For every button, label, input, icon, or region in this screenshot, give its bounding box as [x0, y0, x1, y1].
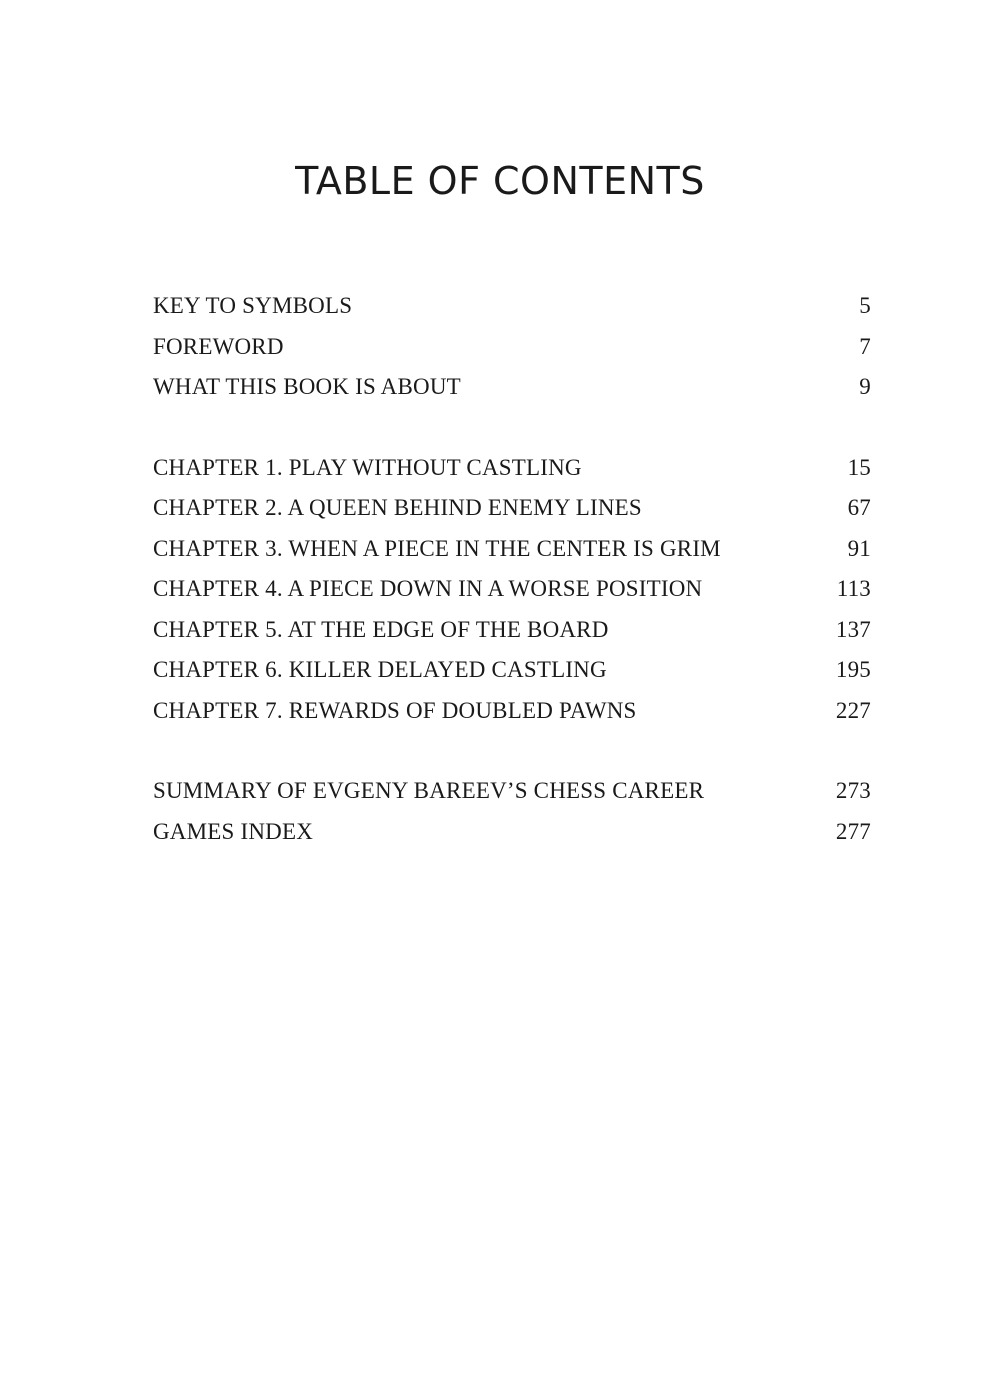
toc-entry[interactable] [153, 286, 871, 327]
toc-entry-label: FOREWORD [153, 333, 284, 359]
toc-entry[interactable] [153, 327, 871, 368]
toc-entry-page: 277 [835, 818, 871, 844]
toc-entry-page: 195 [835, 657, 871, 682]
toc-entry-label: GAMES INDEX [153, 818, 313, 844]
toc-entry-page: 137 [835, 616, 871, 642]
back-matter-group [153, 771, 871, 852]
toc-entry[interactable] [153, 812, 871, 853]
toc-entry[interactable] [153, 691, 871, 732]
toc-entry-label: CHAPTER 3. WHEN A PIECE IN THE CENTER IS GRIM [153, 535, 721, 561]
toc-entry-label: CHAPTER 1. PLAY WITHOUT CASTLING [153, 454, 582, 480]
toc-entry-page: 113 [836, 576, 871, 601]
toc-entry-label: CHAPTER 7. REWARDS OF DOUBLED PAWNS [153, 697, 637, 723]
toc-entry[interactable] [153, 367, 871, 408]
table-of-contents [153, 286, 871, 852]
toc-entry-page: 227 [835, 697, 871, 723]
toc-entry-label: SUMMARY OF EVGENY BAREEV’S CHESS CAREER [153, 778, 705, 803]
toc-entry-page: 273 [835, 778, 871, 803]
toc-entry-label: WHAT THIS BOOK IS ABOUT [153, 374, 461, 399]
toc-entry[interactable] [153, 569, 871, 610]
toc-entry-label: CHAPTER 5. AT THE EDGE OF THE BOARD [153, 616, 609, 642]
page-title: TABLE OF CONTENTS [295, 159, 705, 203]
toc-entry[interactable] [153, 610, 871, 651]
front-matter-group [153, 286, 871, 408]
toc-entry-label: CHAPTER 6. KILLER DELAYED CASTLING [153, 657, 607, 682]
toc-entry-page: 91 [847, 535, 871, 561]
chapters-group [153, 448, 871, 732]
toc-entry[interactable] [153, 448, 871, 489]
toc-entry-page: 7 [859, 333, 871, 359]
toc-entry-page: 67 [847, 495, 871, 520]
toc-entry-page: 15 [847, 454, 871, 480]
toc-entry[interactable] [153, 529, 871, 570]
toc-entry-page: 5 [859, 293, 871, 318]
toc-entry[interactable] [153, 771, 871, 812]
toc-entry[interactable] [153, 650, 871, 691]
toc-entry-label: KEY TO SYMBOLS [153, 293, 353, 318]
toc-entry-label: CHAPTER 4. A PIECE DOWN IN A WORSE POSITION [153, 576, 703, 601]
toc-entry[interactable] [153, 488, 871, 529]
toc-entry-label: CHAPTER 2. A QUEEN BEHIND ENEMY LINES [153, 495, 642, 520]
toc-entry-page: 9 [859, 374, 871, 399]
